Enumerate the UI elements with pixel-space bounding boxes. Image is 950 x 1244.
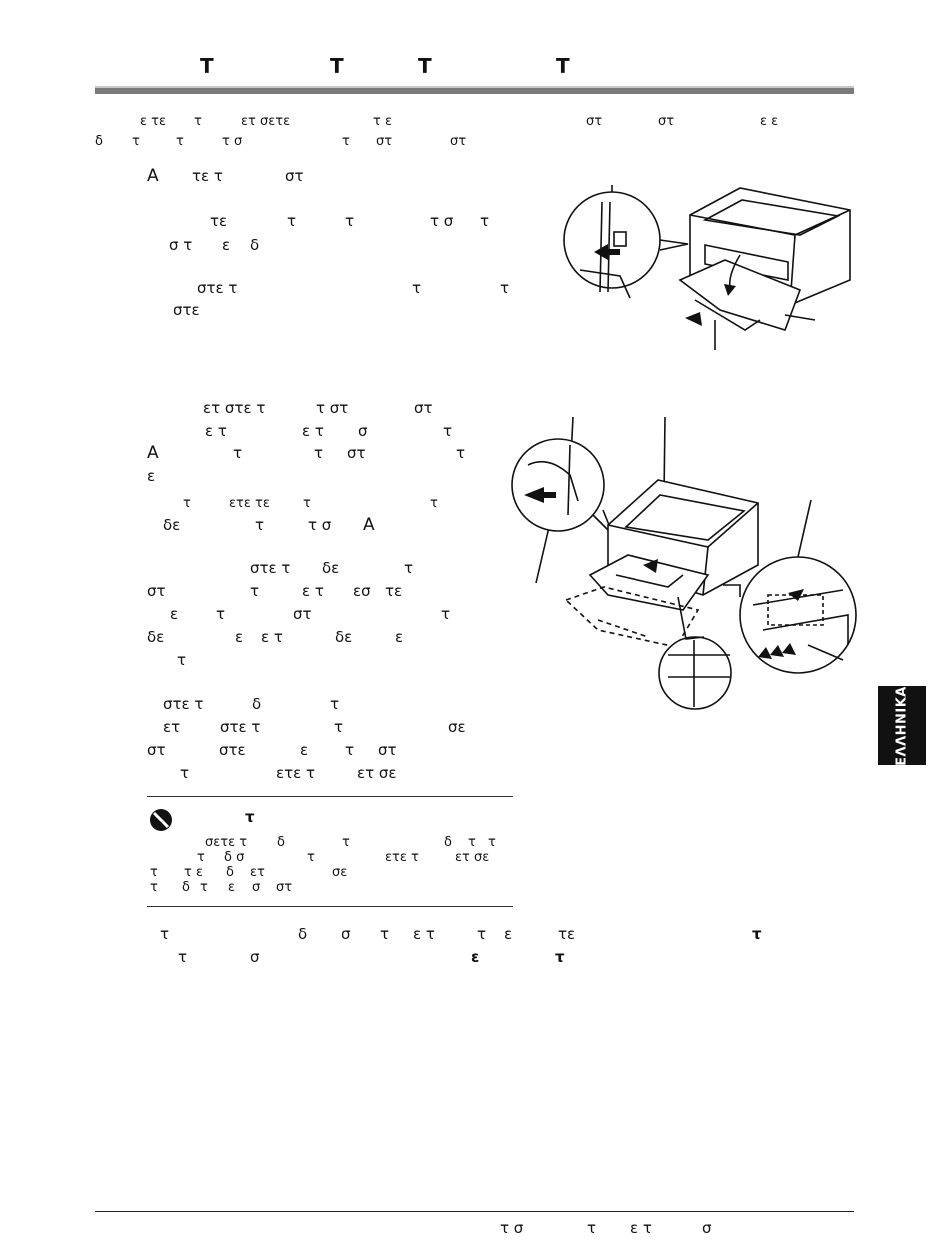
step1a-word: τ	[345, 212, 355, 230]
intro-word: στ	[376, 134, 393, 149]
step1b-word: τ	[412, 279, 422, 297]
step2c-word: εσ	[353, 582, 371, 600]
step2d-word: τ	[330, 695, 340, 713]
step2b-word: τ	[183, 496, 191, 511]
step2b-word: τ	[303, 496, 311, 511]
step1-heading-word: τε τ	[192, 167, 223, 185]
footer-note-word: δ	[298, 925, 308, 943]
step2a-word: ε	[147, 467, 156, 485]
step1a-word: τ	[480, 212, 490, 230]
step2c-word: ε	[395, 628, 404, 646]
language-tab-label: ΕΛΛΗΝΙΚΑ	[894, 685, 910, 766]
footer-note-word: τ	[160, 925, 170, 943]
step2d-word: τ	[345, 741, 355, 759]
footer-note-word: τ	[477, 925, 487, 943]
step2c-word: στ	[147, 582, 166, 600]
step2a-word: στ	[414, 399, 433, 417]
intro-word: τ σ	[222, 134, 243, 149]
step1b-word: στε τ	[197, 279, 238, 297]
caution-word: τ	[488, 835, 496, 850]
step2a-word: στ	[347, 444, 366, 462]
step2a-word: ε τ	[302, 422, 324, 440]
caution-bottom-rule	[147, 906, 513, 907]
step2d-word: τ	[334, 718, 344, 736]
intro-word: στ	[586, 114, 603, 129]
step2c-word: τ	[441, 605, 451, 623]
footer-note-word: σ	[341, 925, 351, 943]
footer-note-word: τ	[752, 925, 762, 943]
intro-word: ε τε	[140, 114, 167, 129]
step1a-word: τ σ	[430, 212, 454, 230]
step2a-word: τ	[443, 422, 453, 440]
intro-word: τ	[176, 134, 184, 149]
header-rule	[95, 88, 854, 94]
footer-note-word: σ	[250, 948, 260, 966]
printer-load-paper-illustration	[508, 415, 860, 715]
footer-note-word: ε	[471, 948, 480, 966]
intro-word: τ	[132, 134, 140, 149]
step2c-word: ε τ	[302, 582, 324, 600]
caution-word: τ	[307, 850, 315, 865]
step2d-word: δ	[252, 695, 262, 713]
step2c-word: τ	[404, 559, 414, 577]
intro-word: τ	[194, 114, 202, 129]
step2c-word: τε	[385, 582, 403, 600]
step1a-word: τ	[287, 212, 297, 230]
step2d-word: στ	[147, 741, 166, 759]
caution-word: τ	[150, 880, 158, 895]
step2c-word: ε	[170, 605, 179, 623]
step1-heading-word: στ	[285, 167, 304, 185]
step2b-word: τ	[255, 516, 265, 534]
caution-word: τ	[468, 835, 476, 850]
footer-note-word: τ	[380, 925, 390, 943]
intro-word: στ	[450, 134, 467, 149]
step2a-word: Α	[147, 443, 159, 463]
caution-word: δ	[444, 835, 452, 850]
step2b-word: τ σ	[308, 516, 332, 534]
caution-word: τ	[150, 865, 158, 880]
step2c-word: ε τ	[261, 628, 283, 646]
step2d-word: στε τ	[220, 718, 261, 736]
step1b-word: στε	[173, 301, 200, 319]
caution-word: δ	[277, 835, 285, 850]
header-title-char-1: Τ	[200, 54, 214, 78]
step2c-word: δε	[335, 628, 353, 646]
step2c-word: στε τ	[250, 559, 291, 577]
step2c-word: τ	[216, 605, 226, 623]
caution-word: δ	[182, 880, 190, 895]
step1b-word: τ	[500, 279, 510, 297]
intro-word: τ ε	[373, 114, 392, 129]
footer-word: σ	[702, 1219, 712, 1237]
footer-note-word: ε	[504, 925, 513, 943]
caution-word: ετε τ	[385, 850, 419, 865]
step2a-word: ε τ	[205, 422, 227, 440]
step2c-word: τ	[177, 651, 187, 669]
step2a-word: τ	[456, 444, 466, 462]
caution-word: δ σ	[224, 850, 245, 865]
step2b-word: τ	[430, 496, 438, 511]
caution-word: σετε τ	[205, 835, 248, 850]
header-title-char-4: Τ	[556, 54, 570, 78]
caution-word: σε	[332, 865, 348, 880]
footer-word: τ	[587, 1219, 597, 1237]
footer-note-word: τε	[558, 925, 576, 943]
step2b-word: ετε τε	[229, 496, 270, 511]
caution-word: τ ε	[184, 865, 203, 880]
step2a-word: τ στ	[316, 399, 349, 417]
step2a-word: σ	[358, 422, 368, 440]
step2d-word: τ	[180, 764, 190, 782]
caution-top-rule	[147, 796, 513, 797]
step2a-word: ετ στε τ	[203, 399, 266, 417]
caution-word: τ	[197, 850, 205, 865]
caution-title: τ	[245, 808, 255, 826]
step2d-word: στε	[219, 741, 246, 759]
step1a-word: ε	[222, 236, 231, 254]
footer-word: τ σ	[500, 1219, 524, 1237]
caution-word: σ	[252, 880, 261, 895]
caution-word: ετ σε	[455, 850, 490, 865]
footer-note-word: τ	[555, 948, 565, 966]
step2d-word: ετ	[163, 718, 181, 736]
header-title-char-2: Τ	[330, 54, 344, 78]
footer-note-word: ε τ	[413, 925, 435, 943]
step2b-word: δε	[163, 516, 181, 534]
footer-rule	[95, 1211, 854, 1212]
caution-word: ετ	[250, 865, 265, 880]
step2d-word: στ	[378, 741, 397, 759]
caution-word: τ	[200, 880, 208, 895]
step2d-word: ε	[300, 741, 309, 759]
header-title-char-3: Τ	[418, 54, 432, 78]
step2d-word: σε	[448, 718, 466, 736]
step2b-word: Α	[363, 515, 375, 535]
intro-word: ετ σετε	[241, 114, 291, 129]
step1a-word: σ τ	[169, 236, 193, 254]
step2c-word: δε	[322, 559, 340, 577]
printer-open-tray-illustration	[560, 180, 860, 355]
step2d-word: ετ σε	[357, 764, 397, 782]
step2a-word: τ	[314, 444, 324, 462]
caution-word: στ	[276, 880, 293, 895]
step2c-word: δε	[147, 628, 165, 646]
language-tab	[878, 686, 926, 765]
step2c-word: στ	[293, 605, 312, 623]
caution-word: τ	[342, 835, 350, 850]
step2d-word: στε τ	[163, 695, 204, 713]
footer-note-word: τ	[178, 948, 188, 966]
step1a-word: τε	[210, 212, 228, 230]
step1a-word: δ	[250, 236, 260, 254]
intro-word: ε ε	[760, 114, 779, 129]
step2c-word: ε	[235, 628, 244, 646]
step2d-word: ετε τ	[276, 764, 316, 782]
step1-heading-word: Α	[147, 166, 159, 186]
intro-word: δ	[95, 134, 103, 149]
intro-word: τ	[342, 134, 350, 149]
footer-word: ε τ	[630, 1219, 652, 1237]
caution-word: δ	[226, 865, 234, 880]
step2c-word: τ	[250, 582, 260, 600]
caution-word: ε	[228, 880, 236, 895]
step2a-word: τ	[233, 444, 243, 462]
intro-word: στ	[658, 114, 675, 129]
caution-icon	[149, 808, 173, 832]
